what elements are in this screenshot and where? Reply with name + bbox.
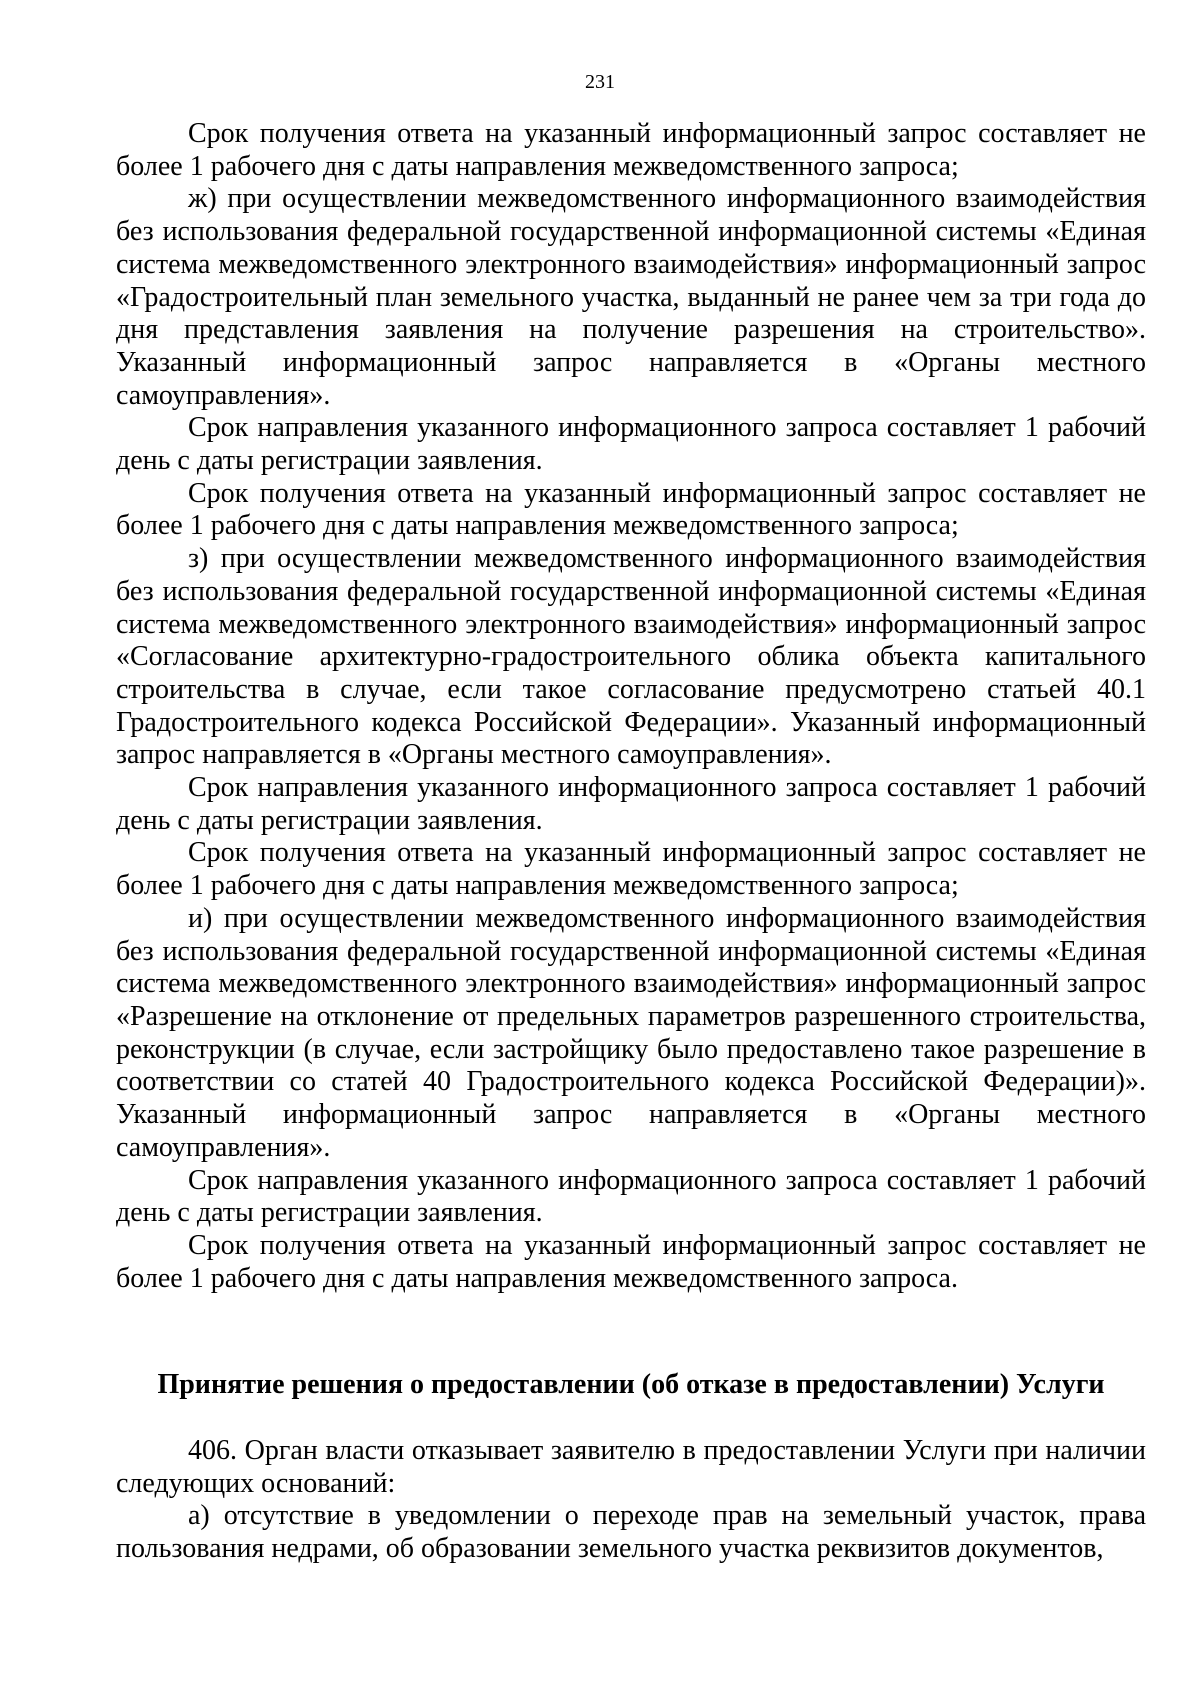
paragraph: и) при осуществлении межведомственного информационного взаимодействия без использования федеральной государственной информационной системы «Единая система межведомственного электронного взаимодействия» информационный запрос «Разрешение на отклонение от предельных параметров разрешенного строительства, реконструкции (в случае, если застройщику было предоставлено такое разрешение в соответствии со статей 40 Градостроительного кодекса Российской Федерации)». Указанный информационный запрос направляется в «Органы местного самоуправления». xyxy=(116,902,1146,1163)
section-heading: Принятие решения о предоставлении (об отказе в предоставлении) Услуги xyxy=(157,1369,1105,1400)
paragraph: а) отсутствие в уведомлении о переходе прав на земельный участок, права пользования недрами, об образовании земельного участка реквизитов документов, xyxy=(116,1500,1146,1565)
paragraph: Срок направления указанного информационного запроса составляет 1 рабочий день с даты регистрации заявления. xyxy=(116,1164,1146,1229)
paragraph: 406. Орган власти отказывает заявителю в предоставлении Услуги при наличии следующих оснований: xyxy=(116,1435,1146,1499)
paragraph: Срок получения ответа на указанный информационный запрос составляет не более 1 рабочего дня с даты направления межведомственного запроса. xyxy=(116,1229,1146,1294)
section-body xyxy=(116,1435,1146,1566)
paragraph: ж) при осуществлении межведомственного информационного взаимодействия без использования федеральной государственной информационной системы «Единая система межведомственного электронного взаимодействия» информационный запрос «Градостроительный план земельного участка, выданный не ранее чем за три года до дня представления заявления на получение разрешения на строительство». Указанный информационный запрос направляется в «Органы местного самоуправления». xyxy=(116,183,1146,411)
paragraph: Срок получения ответа на указанный информационный запрос составляет не более 1 рабочего дня с даты направления межведомственного запроса; xyxy=(116,477,1146,542)
paragraph: Срок получения ответа на указанный информационный запрос составляет не более 1 рабочего дня с даты направления межведомственного запроса; xyxy=(116,118,1146,182)
document-body xyxy=(116,118,1146,1295)
paragraph: з) при осуществлении межведомственного информационного взаимодействия без использования федеральной государственной информационной системы «Единая система межведомственного электронного взаимодействия» информационный запрос «Согласование архитектурно-градостроительного облика объекта капитального строительства в случае, если такое согласование предусмотрено статьей 40.1 Градостроительного кодекса Российской Федерации». Указанный информационный запрос направляется в «Органы местного самоуправления». xyxy=(116,543,1146,771)
paragraph: Срок получения ответа на указанный информационный запрос составляет не более 1 рабочего дня с даты направления межведомственного запроса; xyxy=(116,837,1146,902)
page-number: 231 xyxy=(585,71,615,93)
paragraph: Срок направления указанного информационного запроса составляет 1 рабочий день с даты регистрации заявления. xyxy=(116,772,1146,836)
paragraph: Срок направления указанного информационного запроса составляет 1 рабочий день с даты регистрации заявления. xyxy=(116,412,1146,477)
